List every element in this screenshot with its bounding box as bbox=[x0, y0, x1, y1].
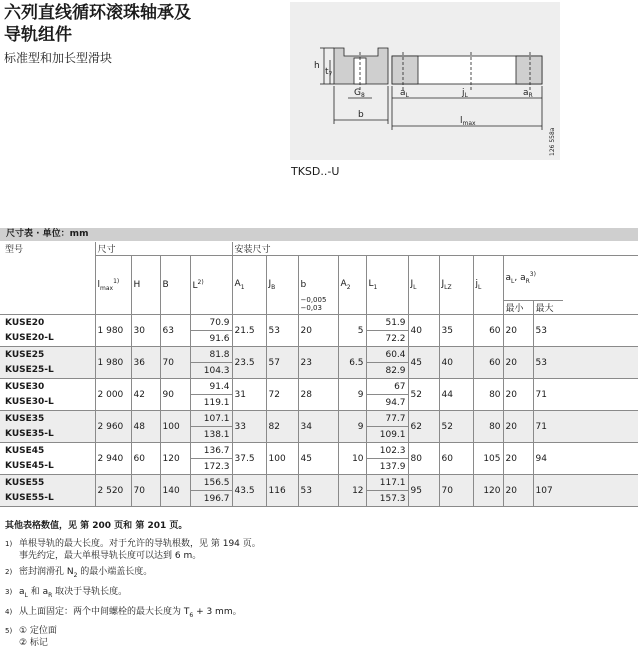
label-jl: $j_L$ bbox=[462, 88, 468, 99]
rail-hatch-right bbox=[516, 56, 542, 84]
label-h: h bbox=[314, 61, 320, 71]
header-min: 最小 bbox=[503, 301, 533, 315]
more-values-note: 其他表格数值，见 第 200 页和 第 201 页。 bbox=[5, 521, 188, 531]
footnotes bbox=[5, 520, 630, 653]
header-b-tol-lower: −0,03 bbox=[300, 304, 322, 312]
header-install-group: 安装尺寸 bbox=[232, 242, 638, 256]
header-b-tol-upper: −0,005 bbox=[300, 296, 327, 304]
footnote-1: 1) 单根导轨的最大长度。对于允许的导轨根数，见 第 194 页。 事先约定，最大单根导轨长度可以达到 6 m。 bbox=[5, 539, 261, 561]
title-line-2: 导轨组件 bbox=[4, 25, 72, 45]
table-caption: 尺寸表 · 单位：mm bbox=[0, 228, 638, 241]
table-row: KUSE55-L 196.7 157.3 bbox=[0, 491, 638, 507]
dimension-table bbox=[0, 242, 638, 507]
bolt-hole bbox=[354, 58, 366, 84]
technical-drawing bbox=[290, 2, 560, 160]
drawing-caption: TKSD..-U bbox=[291, 165, 340, 178]
table-row: KUSE45 2 940 60 120 136.7 37.5 100 45 10 102.3 80 60 105 20 94 bbox=[0, 443, 638, 459]
header-H: H bbox=[131, 256, 160, 315]
table-row: KUSE20 1 980 30 63 70.9 21.5 53 20 5 51.9 40 35 60 20 53 bbox=[0, 315, 638, 331]
header-aLR: $a_L$, $a_R^{3)}$ bbox=[503, 256, 563, 301]
footnote-4: 4) 从上面固定：两个中间螺栓的最大长度为 $T_6 + 3$ mm。 bbox=[5, 606, 242, 619]
label-ref: 126 558a bbox=[549, 127, 556, 156]
table-row: KUSE25-L 104.3 82.9 bbox=[0, 363, 638, 379]
header-model: 型号 bbox=[5, 245, 24, 255]
label-t: $t_7$ bbox=[325, 67, 333, 78]
header-jL: $j_L$ bbox=[473, 256, 503, 315]
header-lmax: $l_{max}^{1)}$ bbox=[95, 256, 131, 315]
header-A2: $A_2$ bbox=[338, 256, 366, 315]
table-row: KUSE30 2 000 42 90 91.4 31 72 28 9 67 52 44 80 20 71 bbox=[0, 379, 638, 395]
label-g: $G_8$ bbox=[354, 88, 365, 99]
table-row: KUSE20-L 91.6 72.2 bbox=[0, 331, 638, 347]
subtitle: 标准型和加长型滑块 bbox=[4, 51, 113, 65]
header-A1: $A_1$ bbox=[232, 256, 266, 315]
header-JL: $J_L$ bbox=[408, 256, 439, 315]
footnote-2: 2) 密封润滑孔 $N_2$ 的最小端盖长度。 bbox=[5, 567, 153, 579]
title-line-1: 六列直线循环滚珠轴承及 bbox=[4, 3, 191, 23]
table-row: KUSE25 1 980 36 70 81.8 23.5 57 23 6.5 60.4 45 40 60 20 53 bbox=[0, 347, 638, 363]
rail-hatch-left bbox=[392, 56, 418, 84]
footnote-3: 3) $a_L$ 和 $a_R$ 取决于导轨长度。 bbox=[5, 586, 128, 599]
table-row: KUSE55 2 520 70 140 156.5 43.5 116 53 12 117.1 95 70 120 20 107 bbox=[0, 475, 638, 491]
table-row: KUSE30-L 119.1 94.7 bbox=[0, 395, 638, 411]
table-header-row-2 bbox=[0, 256, 638, 301]
header-b: b −0,005 −0,03 bbox=[298, 256, 338, 315]
side-view bbox=[392, 52, 542, 130]
page-title bbox=[4, 2, 191, 46]
table-header-row-1 bbox=[0, 242, 638, 256]
header-JB: $J_B$ bbox=[266, 256, 298, 315]
cross-section bbox=[320, 48, 388, 124]
header-JLZ: $J_{LZ}$ bbox=[439, 256, 473, 315]
rail-drawing-svg bbox=[290, 2, 560, 160]
header-dims-group: 尺寸 bbox=[95, 242, 232, 256]
header-B: B bbox=[160, 256, 190, 315]
header-max: 最大 bbox=[533, 301, 563, 315]
header-L: $L^{2)}$ bbox=[190, 256, 232, 315]
label-b: b bbox=[358, 110, 364, 120]
table-row: KUSE35-L 138.1 109.1 bbox=[0, 427, 638, 443]
table-row: KUSE45-L 172.3 137.9 bbox=[0, 459, 638, 475]
header-L1: $L_1$ bbox=[366, 256, 408, 315]
label-ar: $a_R$ bbox=[523, 88, 533, 99]
table-row: KUSE35 2 960 48 100 107.1 33 82 34 9 77.7 62 52 80 20 71 bbox=[0, 411, 638, 427]
label-al: $a_L$ bbox=[400, 88, 409, 99]
footnote-5: 5) ① 定位面 ② 标记 bbox=[5, 626, 57, 649]
label-lmax: $l_{max}$ bbox=[460, 116, 476, 127]
